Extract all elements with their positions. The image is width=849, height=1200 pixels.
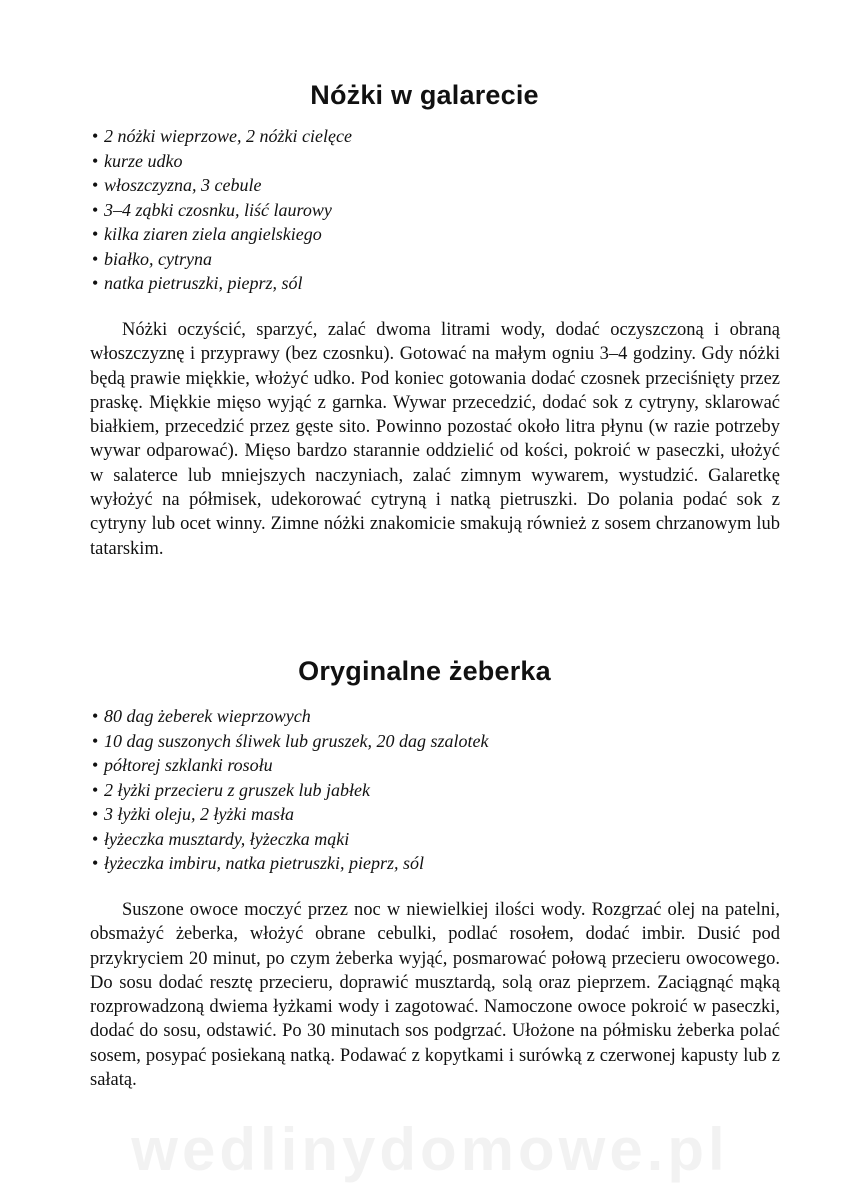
recipe2-ingredient-list: [92, 704, 488, 876]
recipe1-title: Nóżki w galarecie: [310, 80, 539, 110]
recipe1-method: Nóżki oczyścić, sparzyć, zalać dwoma litrami wody, dodać oczyszczoną i obraną włoszczyznę i przyprawy (bez czosnku). Gotować na małym ogniu 3–4 godziny. Gdy nóżki będą prawie miękkie, włożyć udko. Pod koniec gotowania dodać czosnek przeciśnięty przez praskę. Miękkie mięso wyjąć z garnka. Wywar przecedzić, dodać sok z cytryny, sklarować białkiem, przecedzić przez gęste sito. Powinno pozostać około litra płynu (w razie potrzeby wywar odparować). Mięso bardzo starannie oddzielić od kości, pokroić w paseczki, ułożyć w salaterce lub mniejszych naczyniach, zalać zimnym wywarem, wystudzić. Galaretkę wyłożyć na półmisek, udekorować cytryną i natką pietruszki. Do polania podać sok z cytryny lub ocet winny. Zimne nóżki znakomicie smakują również z sosem chrzanowym lub tatarskim.: [90, 320, 780, 559]
recipe2-title: Oryginalne żeberka: [298, 656, 551, 686]
ingredient-item: • 80 dag żeberek wieprzowych: [92, 704, 488, 729]
ingredient-item: • białko, cytryna: [92, 247, 352, 272]
ingredient-item: • półtorej szklanki rosołu: [92, 753, 488, 778]
ingredient-item: • kurze udko: [92, 149, 352, 174]
ingredient-item: • włoszczyzna, 3 cebule: [92, 173, 352, 198]
watermark: wedlinydomowe.pl: [131, 1116, 729, 1183]
ingredient-item: • 2 nóżki wieprzowe, 2 nóżki cielęce: [92, 124, 352, 149]
ingredient-item: • łyżeczka musztardy, łyżeczka mąki: [92, 827, 488, 852]
recipe2-method: Suszone owoce moczyć przez noc w niewielkiej ilości wody. Rozgrzać olej na patelni, obsmażyć żeberka, włożyć obrane cebulki, podlać rosołem, dodać imbir. Dusić pod przykryciem 20 minut, po czym żeberka wyjąć, posmarować połową przecieru owocowego. Do sosu dodać resztę przecieru, doprawić musztardą, solą oraz pieprzem. Zaciągnąć mąką rozprowadzoną dwiema łyżkami wody i zagotować. Namoczone owoce pokroić w paseczki, dodać do sosu, odstawić. Po 30 minutach sos podgrzać. Ułożone na półmisku żeberka polać sosem, posypać posiekaną natką. Podawać z kopytkami i surówką z czerwonej kapusty lub z sałatą.: [90, 900, 780, 1091]
ingredient-item: • kilka ziaren ziela angielskiego: [92, 222, 352, 247]
ingredient-item: • natka pietruszki, pieprz, sól: [92, 271, 352, 296]
ingredient-item: • 10 dag suszonych śliwek lub gruszek, 20 dag szalotek: [92, 729, 488, 754]
ingredient-item: • 3–4 ząbki czosnku, liść laurowy: [92, 198, 352, 223]
ingredient-item: • 2 łyżki przecieru z gruszek lub jabłek: [92, 778, 488, 803]
ingredient-item: • 3 łyżki oleju, 2 łyżki masła: [92, 802, 488, 827]
recipe1-ingredient-list: [92, 124, 352, 296]
ingredient-item: • łyżeczka imbiru, natka pietruszki, pieprz, sól: [92, 851, 488, 876]
